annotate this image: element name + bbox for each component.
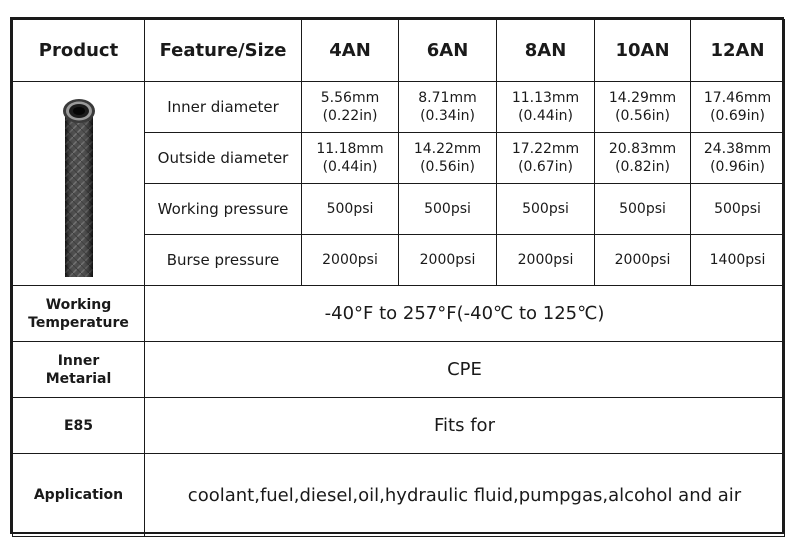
e85-row — [13, 398, 785, 454]
value-cell: 500psi — [302, 184, 399, 235]
size-header-6an: 6AN — [399, 20, 497, 82]
value-cell: 17.46mm (0.69in) — [691, 82, 785, 133]
feature-label-inner-diameter: Inner diameter — [145, 82, 302, 133]
size-header-4an: 4AN — [302, 20, 399, 82]
value-cell: 17.22mm (0.67in) — [497, 133, 595, 184]
value-cell: 14.22mm (0.56in) — [399, 133, 497, 184]
spec-table-frame — [10, 17, 784, 534]
feature-label-working-pressure: Working pressure — [145, 184, 302, 235]
feature-label-outside-diameter: Outside diameter — [145, 133, 302, 184]
working-temperature-value: -40°F to 257°F(-40℃ to 125℃) — [145, 286, 785, 342]
application-value: coolant,fuel,diesel,oil,hydraulic fluid,pumpgas,alcohol and air — [145, 454, 785, 537]
inner-material-row — [13, 342, 785, 398]
inner-material-label: Inner Metarial — [13, 342, 145, 398]
application-label: Application — [13, 454, 145, 537]
e85-label: E85 — [13, 398, 145, 454]
value-cell: 5.56mm (0.22in) — [302, 82, 399, 133]
value-cell: 500psi — [691, 184, 785, 235]
value-cell: 11.18mm (0.44in) — [302, 133, 399, 184]
value-cell: 500psi — [497, 184, 595, 235]
size-header-12an: 12AN — [691, 20, 785, 82]
header-row — [13, 20, 785, 82]
value-cell: 24.38mm (0.96in) — [691, 133, 785, 184]
size-header-10an: 10AN — [595, 20, 691, 82]
value-cell: 2000psi — [595, 235, 691, 286]
feature-label-burse-pressure: Burse pressure — [145, 235, 302, 286]
product-header: Product — [13, 20, 145, 82]
value-cell: 2000psi — [399, 235, 497, 286]
braided-hose-image — [49, 89, 109, 279]
value-cell: 2000psi — [302, 235, 399, 286]
feature-row-inner-diameter — [13, 82, 785, 133]
value-cell: 8.71mm (0.34in) — [399, 82, 497, 133]
value-cell: 14.29mm (0.56in) — [595, 82, 691, 133]
size-header-8an: 8AN — [497, 20, 595, 82]
inner-material-value: CPE — [145, 342, 785, 398]
value-cell: 500psi — [399, 184, 497, 235]
spec-table — [12, 19, 785, 537]
working-temperature-row — [13, 286, 785, 342]
value-cell: 11.13mm (0.44in) — [497, 82, 595, 133]
value-cell: 1400psi — [691, 235, 785, 286]
feature-size-header: Feature/Size — [145, 20, 302, 82]
value-cell: 500psi — [595, 184, 691, 235]
value-cell: 20.83mm (0.82in) — [595, 133, 691, 184]
value-cell: 2000psi — [497, 235, 595, 286]
e85-value: Fits for — [145, 398, 785, 454]
working-temperature-label: Working Temperature — [13, 286, 145, 342]
product-image-cell — [13, 82, 145, 286]
application-row — [13, 454, 785, 537]
